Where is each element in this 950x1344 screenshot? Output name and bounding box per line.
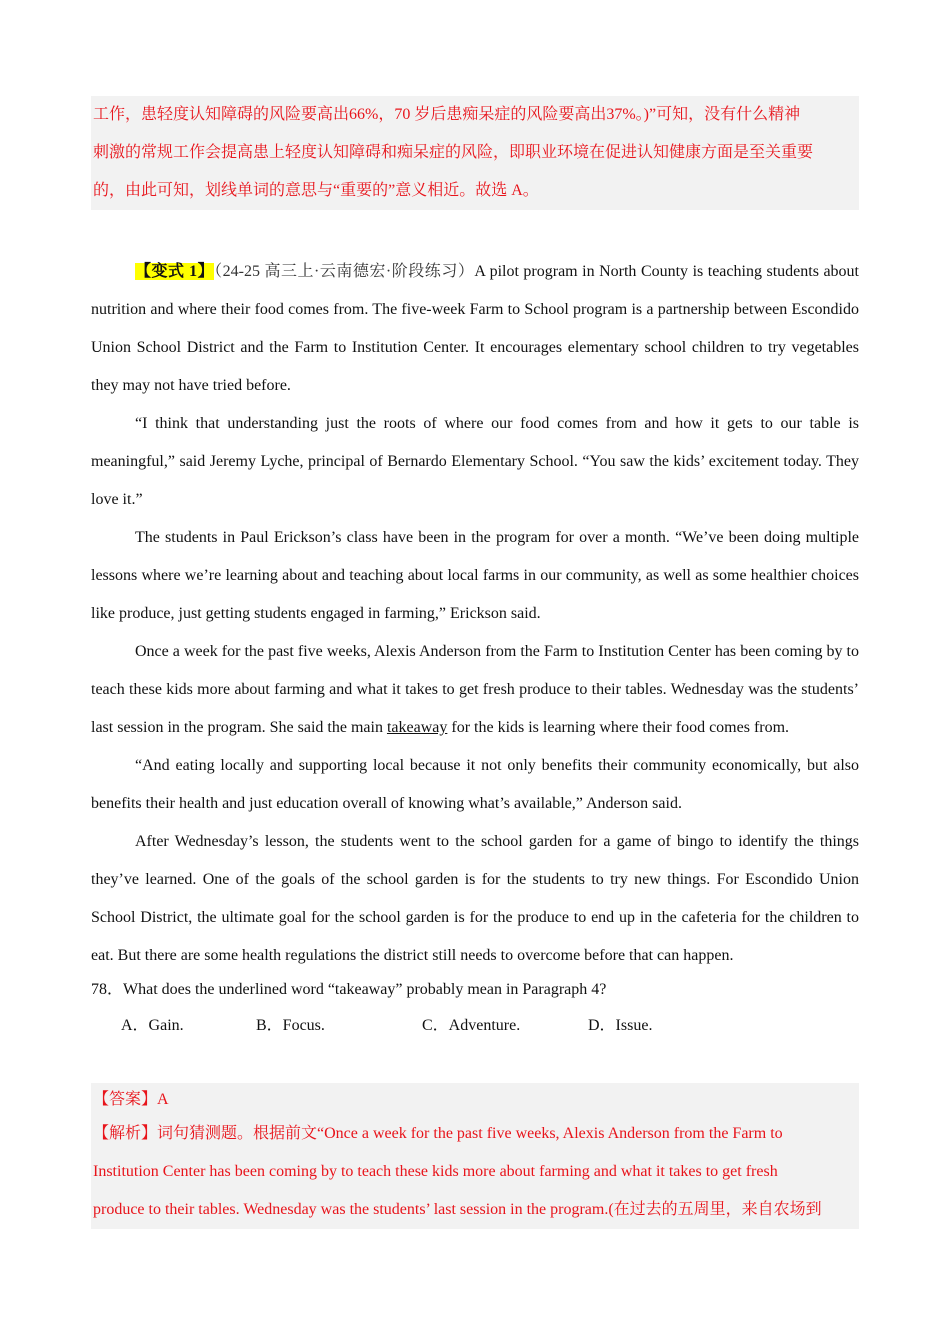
option-a: A．Gain. xyxy=(121,1017,184,1034)
paragraph-text: for the kids is learning where their food comes from. xyxy=(447,719,790,736)
option-c: C．Adventure. xyxy=(422,1017,521,1034)
option-d: D．Issue. xyxy=(588,1017,653,1034)
question-source: （24-25 高三上·云南德宏·阶段练习） xyxy=(214,263,475,280)
passage-paragraph-1 xyxy=(91,253,859,405)
answer-box xyxy=(91,1083,859,1229)
underlined-word: takeaway xyxy=(386,719,448,736)
explanation-line: 工作，患轻度认知障碍的风险要高出66%，70 岁后患痴呆症的风险要高出37%。)”可知，没有什么精神 xyxy=(93,106,801,123)
passage-paragraph-6: After Wednesday’s lesson, the students went to the school garden for a game of bingo to identify the things they’ve learned. One of the goals of the school garden is for the students to try new things. For Escondido Union School District, the ultimate goal for the school garden is for the produce to end up in the cafeteria for the children to eat. But there are some health regulations the district still needs to overcome before that can happen. xyxy=(91,833,859,964)
variant-tag: 【变式 1】 xyxy=(135,263,215,280)
explanation-line: 刺激的常规工作会提高患上轻度认知障碍和痴呆症的风险，即职业环境在促进认知健康方面是至关重要 xyxy=(93,144,814,161)
reading-passage xyxy=(91,253,859,975)
passage-paragraph-3: The students in Paul Erickson’s class have been in the program for over a month. “We’ve been doing multiple lessons where we’re learning about and teaching about local farms in our community, as well as some healthier choices like produce, just getting students engaged in farming,” Erickson said. xyxy=(91,529,859,622)
analysis-line: 【解析】词句猜测题。根据前文“Once a week for the past five weeks, Alexis Anderson from the Farm to xyxy=(93,1125,783,1142)
answer-options xyxy=(91,1011,859,1041)
explanation-line: 的，由此可知，划线单词的意思与“重要的”意义相近。故选 A。 xyxy=(93,182,539,199)
passage-paragraph-5: “And eating locally and supporting local because it not only benefits their community economically, but also benefits their health and just education overall of knowing what’s available,” Anderson said. xyxy=(91,757,859,812)
answer-line: 【答案】A xyxy=(93,1091,169,1108)
paragraph-text: A pilot program in North County is teaching students about nutrition and where their food comes from. The five-week Farm to School program is a partnership between Escondido Union School District and the Farm to Institution Center. It encourages elementary school children to try vegetables they may not have tried before. xyxy=(91,263,859,394)
question-text: 78．What does the underlined word “takeaway” probably mean in Paragraph 4? xyxy=(91,981,607,998)
document-page xyxy=(91,96,859,1229)
previous-explanation-box xyxy=(91,96,859,210)
option-b: B．Focus. xyxy=(256,1017,325,1034)
passage-paragraph-2: “I think that understanding just the roots of where our food comes from and how it gets to our table is meaningful,” said Jeremy Lyche, principal of Bernardo Elementary School. “You saw the kids’ excitement today. They love it.” xyxy=(91,415,859,508)
paragraph-text: Once a week for the past five weeks, Alexis Anderson from the Farm to Institution Center has been coming by to teach these kids more about farming and what it takes to get fresh produce to their tables. Wednesday was the students’ last session in the program. She said the main xyxy=(91,643,859,736)
analysis-line: produce to their tables. Wednesday was the students’ last session in the program.(在过去的五周里，来自农场到 xyxy=(93,1201,822,1218)
analysis-line: Institution Center has been coming by to teach these kids more about farming and what it takes to get fresh xyxy=(93,1163,778,1180)
passage-paragraph-4 xyxy=(91,633,859,747)
